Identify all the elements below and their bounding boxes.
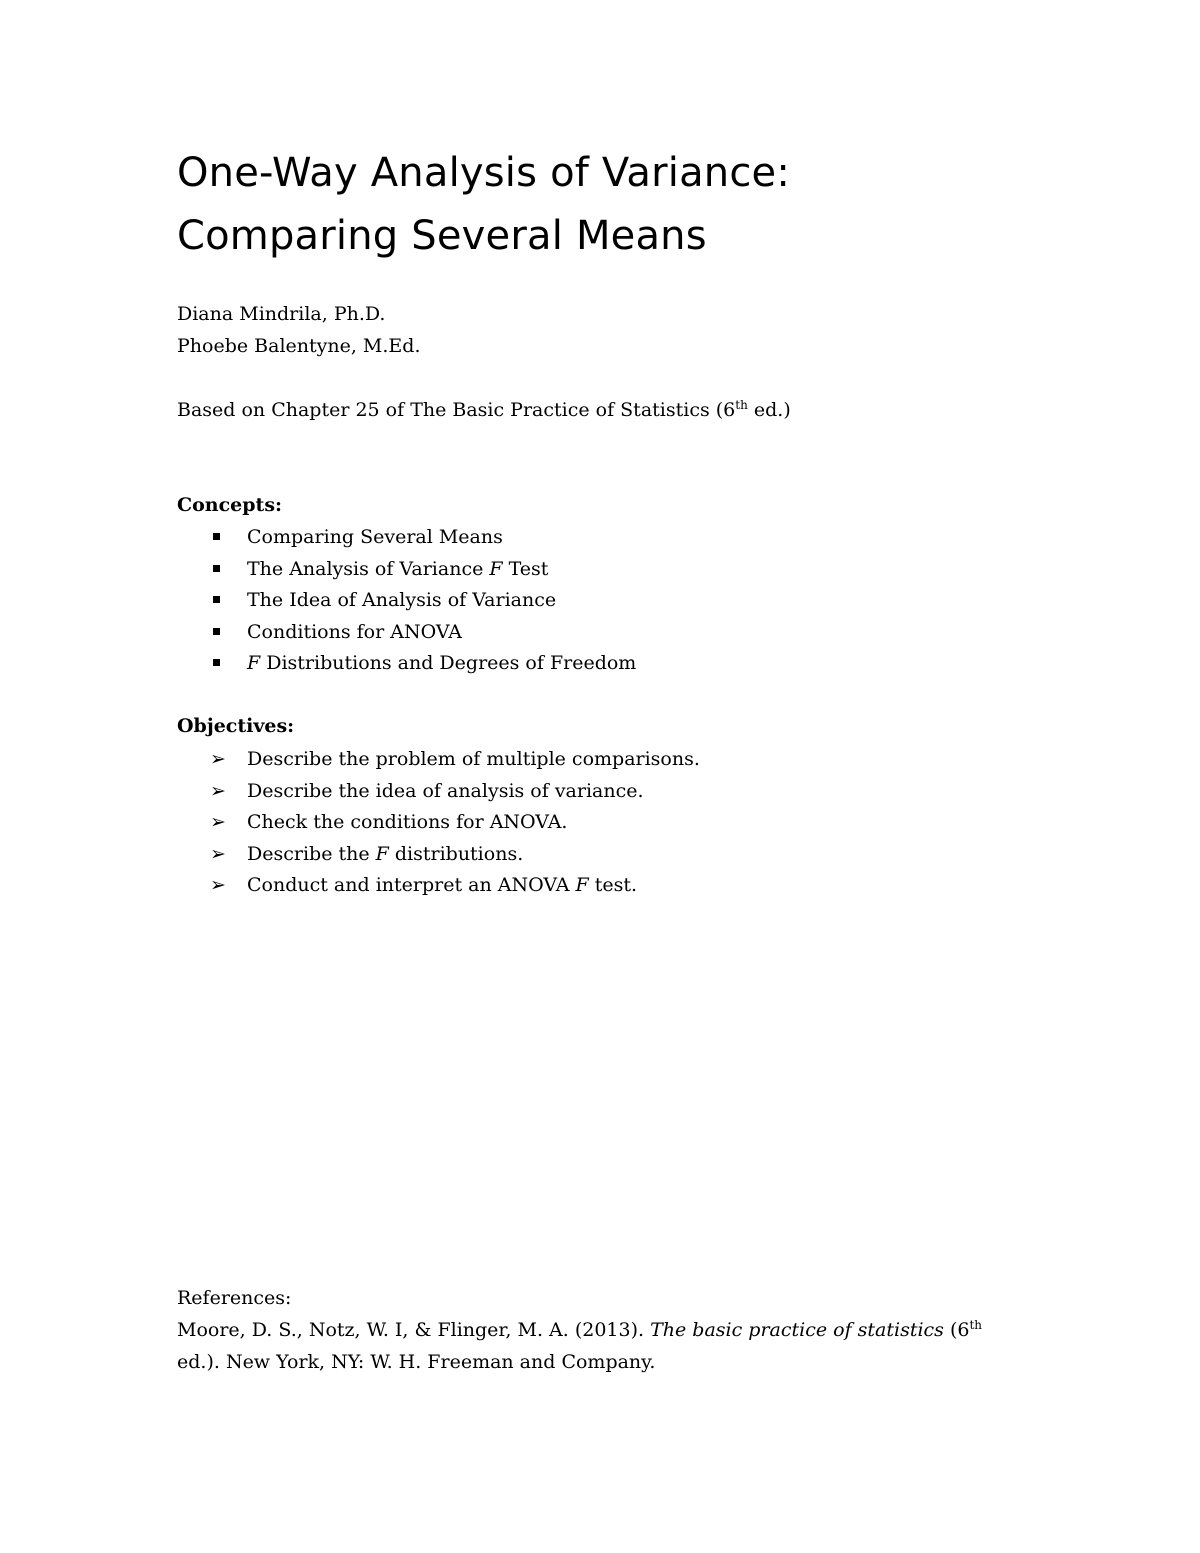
list-item-text-after: distributions. [388,842,524,865]
list-item-text-after: test. [588,874,638,897]
list-item [177,553,636,585]
square-bullet-icon [213,628,220,635]
list-item-text: Check the conditions for ANOVA. [247,811,568,834]
list-item [177,838,700,870]
square-bullet-icon [213,659,220,666]
author-1: Diana Mindrila, Ph.D. [177,303,386,325]
list-item-italic: F [247,652,261,675]
list-item-text: Conditions for ANOVA [247,620,462,643]
list-item [177,616,636,648]
list-item [177,743,700,775]
title-line-2: Comparing Several Means [177,213,707,259]
list-item-italic: F [575,874,589,897]
square-bullet-icon [213,533,220,540]
list-item-italic: F [489,557,503,580]
list-item-text: Describe the [247,842,376,865]
list-item [177,775,700,807]
list-item-text-after: Distributions and Degrees of Freedom [260,652,637,675]
list-item-text: Comparing Several Means [247,526,503,548]
list-item-text: Conduct and interpret an ANOVA [247,874,576,897]
list-item [177,647,636,679]
list-item-text-after: Test [502,557,549,580]
references [177,1282,982,1378]
objectives-list [177,743,700,901]
reference-edition-superscript: th [969,1318,983,1332]
list-item [177,806,700,838]
document-title [177,142,790,268]
arrow-bullet-icon: ➢ [210,874,226,897]
reference-authors: Moore, D. S., Notz, W. I, & Flinger, M. A. (2013). [177,1319,651,1341]
reference-edition: (6 [943,1319,970,1341]
reference-book-title: The basic practice of statistics [650,1319,944,1341]
list-item-text: Describe the idea of analysis of variance. [247,779,644,802]
list-item [177,521,636,553]
concepts-heading: Concepts: [177,494,283,516]
objectives-heading: Objectives: [177,715,295,737]
authors [177,298,421,362]
source-note-text: Based on Chapter 25 of The Basic Practice of Statistics (6 [177,399,736,421]
references-heading: References: [177,1287,292,1309]
list-item-text: The Idea of Analysis of Variance [247,589,557,612]
list-item-italic: F [375,842,389,865]
source-note-superscript: th [735,398,748,412]
arrow-bullet-icon: ➢ [210,779,226,802]
source-note-suffix: ed.) [747,399,791,421]
list-item-text: Describe the problem of multiple comparisons. [247,748,700,770]
reference-line-2: ed.). New York, NY: W. H. Freeman and Company. [177,1351,656,1373]
arrow-bullet-icon: ➢ [210,842,226,865]
square-bullet-icon [213,596,220,603]
square-bullet-icon [213,565,220,572]
list-item [177,584,636,616]
list-item-text: The Analysis of Variance [247,557,490,580]
title-line-1: One-Way Analysis of Variance: [177,150,791,196]
arrow-bullet-icon: ➢ [210,811,226,834]
author-2: Phoebe Balentyne, M.Ed. [177,335,421,357]
list-item [177,869,700,901]
arrow-bullet-icon: ➢ [210,748,226,770]
concepts-list [177,521,636,679]
reference-line-1 [177,1314,982,1346]
source-note [177,394,791,426]
